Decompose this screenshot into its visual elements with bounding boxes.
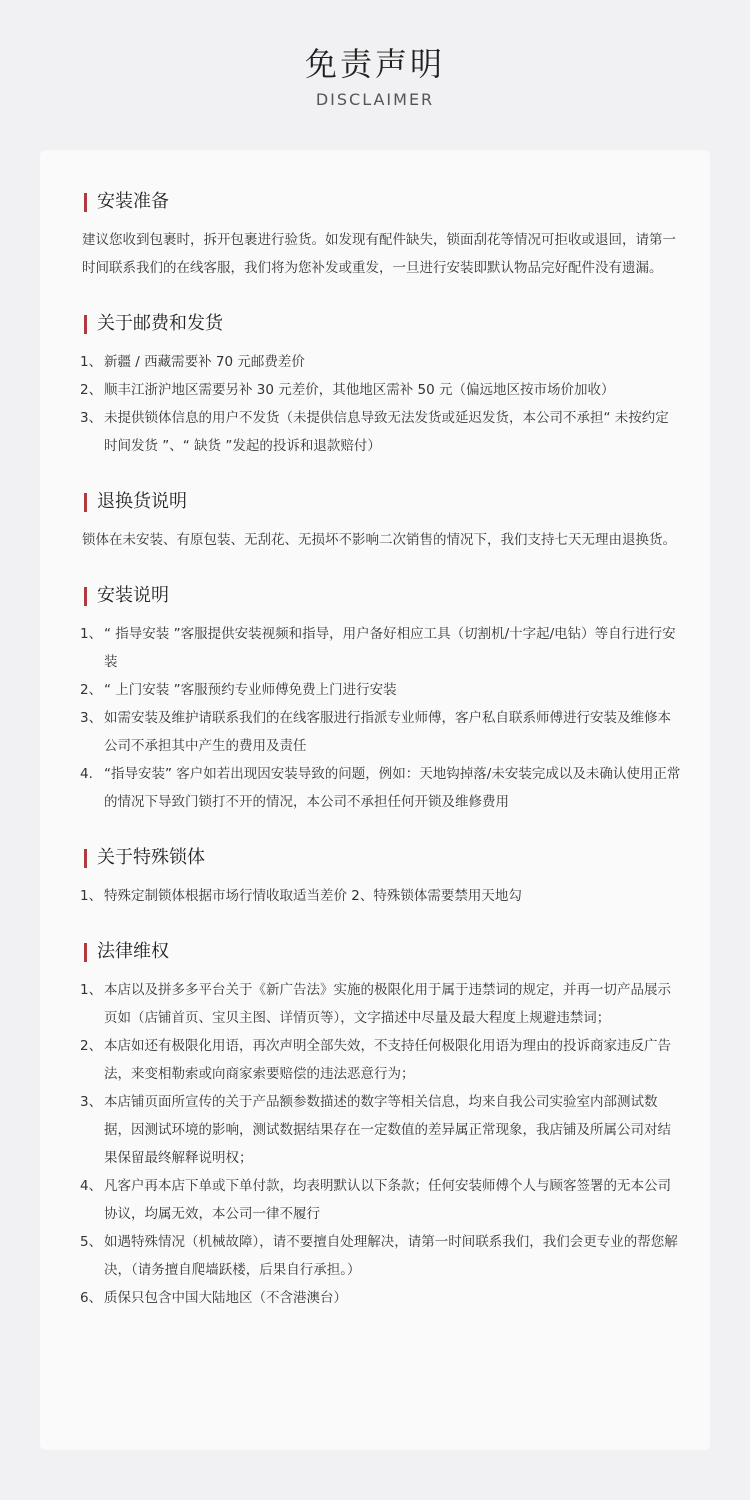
heading-accent-bar: [84, 193, 87, 212]
list-item: [80, 882, 682, 910]
list-item: [80, 404, 682, 460]
item-text: 如需安装及维护请联系我们的在线客服进行指派专业师傅，客户私自联系师傅进行安装及维修本公司不承担其中产生的费用及责任: [104, 710, 671, 754]
list-item: [80, 976, 682, 1032]
item-number: 2、: [80, 1038, 103, 1054]
list-item: [80, 1228, 682, 1284]
item-number: 5、: [80, 1234, 103, 1250]
heading-accent-bar: [84, 315, 87, 334]
item-text: 凡客户再本店下单或下单付款，均表明默认以下条款；任何安装师傅个人与顾客签署的无本公司协议，均属无效，本公司一律不履行: [104, 1178, 671, 1222]
item-number: 2、: [80, 682, 103, 698]
list-item: [80, 348, 682, 376]
item-number: 2、: [80, 382, 103, 398]
item-number: 3、: [80, 1094, 103, 1110]
list-item: [80, 1284, 682, 1312]
item-number: 1、: [80, 626, 103, 642]
section-heading: [84, 312, 682, 336]
section-install-prep: [84, 190, 682, 282]
header: [0, 0, 750, 110]
list-item: [80, 1088, 682, 1172]
item-text: 新疆 / 西藏需要补 70 元邮费差价: [104, 354, 305, 370]
item-number: 1、: [80, 354, 103, 370]
section-install-instructions: [80, 584, 682, 816]
item-number: 1、: [80, 982, 103, 998]
item-number: 4.: [80, 766, 93, 782]
section-title: 退换货说明: [97, 491, 187, 512]
item-text: “指导安装” 客户如若出现因安装导致的问题，例如：天地钩掉落/未安装完成以及未确认使用正常的情况下导致门锁打不开的情况，本公司不承担任何开锁及维修费用: [104, 766, 681, 810]
heading-accent-bar: [84, 943, 87, 962]
list-item: [80, 376, 682, 404]
list-item: [80, 1032, 682, 1088]
section-title: 安装准备: [97, 191, 169, 212]
list-item: [80, 760, 682, 816]
item-text: “ 上门安装 ”客服预约专业师傅免费上门进行安装: [104, 682, 397, 698]
section-heading: [84, 190, 682, 214]
list-item: [80, 620, 682, 676]
item-text: “ 指导安装 ”客服提供安装视频和指导，用户备好相应工具（切割机/十字起/电钻）等自行进行安装: [104, 626, 676, 670]
item-number: 3、: [80, 410, 103, 426]
heading-accent-bar: [84, 849, 87, 868]
item-text: 未提供锁体信息的用户不发货（未提供信息导致无法发货或延迟发货，本公司不承担“ 未按约定时间发货 ”、“ 缺货 ”发起的投诉和退款赔付）: [104, 410, 669, 454]
item-number: 4、: [80, 1178, 103, 1194]
item-text: 本店以及拼多多平台关于《新广告法》实施的极限化用于属于违禁词的规定，并再一切产品展示页如（店铺首页、宝贝主图、详情页等），文字描述中尽量及最大程度上规避违禁词；: [104, 982, 671, 1026]
item-text: 顺丰江浙沪地区需要另补 30 元差价，其他地区需补 50 元（偏远地区按市场价加收）: [104, 382, 615, 398]
heading-accent-bar: [84, 493, 87, 512]
item-text: 如遇特殊情况（机械故障），请不要擅自处理解决，请第一时间联系我们，我们会更专业的帮您解决，（请务擅自爬墙跃楼，后果自行承担。）: [104, 1234, 678, 1278]
item-text: 质保只包含中国大陆地区（不含港澳台）: [104, 1290, 347, 1306]
item-text: 本店铺页面所宣传的关于产品额参数描述的数字等相关信息，均来自我公司实验室内部测试数据，因测试环境的影响，测试数据结果存在一定数值的差异属正常现象，我店铺及所属公司对结果保留最终解释说明权；: [104, 1094, 671, 1166]
disclaimer-card: [40, 150, 710, 1450]
item-text: 本店如还有极限化用语，再次声明全部失效，不支持任何极限化用语为理由的投诉商家违反广告法，来变相勒索或向商家索要赔偿的违法恶意行为；: [104, 1038, 671, 1082]
page-subtitle: DISCLAIMER: [315, 90, 435, 109]
item-text: 特殊定制锁体根据市场行情收取适当差价 2、特殊锁体需要禁用天地勾: [104, 888, 522, 904]
section-returns: [84, 490, 682, 554]
section-heading: [84, 846, 682, 870]
item-number: 1、: [80, 888, 103, 904]
section-heading: [84, 584, 682, 608]
section-title: 关于特殊锁体: [97, 847, 205, 868]
section-title: 关于邮费和发货: [97, 313, 223, 334]
list-item: [80, 676, 682, 704]
section-paragraph: 建议您收到包裹时，拆开包裹进行验货。如发现有配件缺失，锁面刮花等情况可拒收或退回，请第一时间联系我们的在线客服，我们将为您补发或重发，一旦进行安装即默认物品完好配件没有遗漏。: [82, 232, 676, 276]
section-heading: [84, 490, 682, 514]
section-title: 法律维权: [97, 941, 169, 962]
section-heading: [84, 940, 682, 964]
section-title: 安装说明: [97, 585, 169, 606]
section-paragraph: 锁体在未安装、有原包装、无刮花、无损坏不影响二次销售的情况下，我们支持七天无理由退换货。: [82, 532, 676, 548]
section-special-locks: [80, 846, 682, 910]
list-item: [80, 1172, 682, 1228]
item-number: 6、: [80, 1290, 103, 1306]
heading-accent-bar: [84, 587, 87, 606]
section-legal-rights: [80, 940, 682, 1312]
page-title: 免责声明: [304, 45, 445, 83]
section-shipping: [80, 312, 682, 460]
list-item: [80, 704, 682, 760]
item-number: 3、: [80, 710, 103, 726]
